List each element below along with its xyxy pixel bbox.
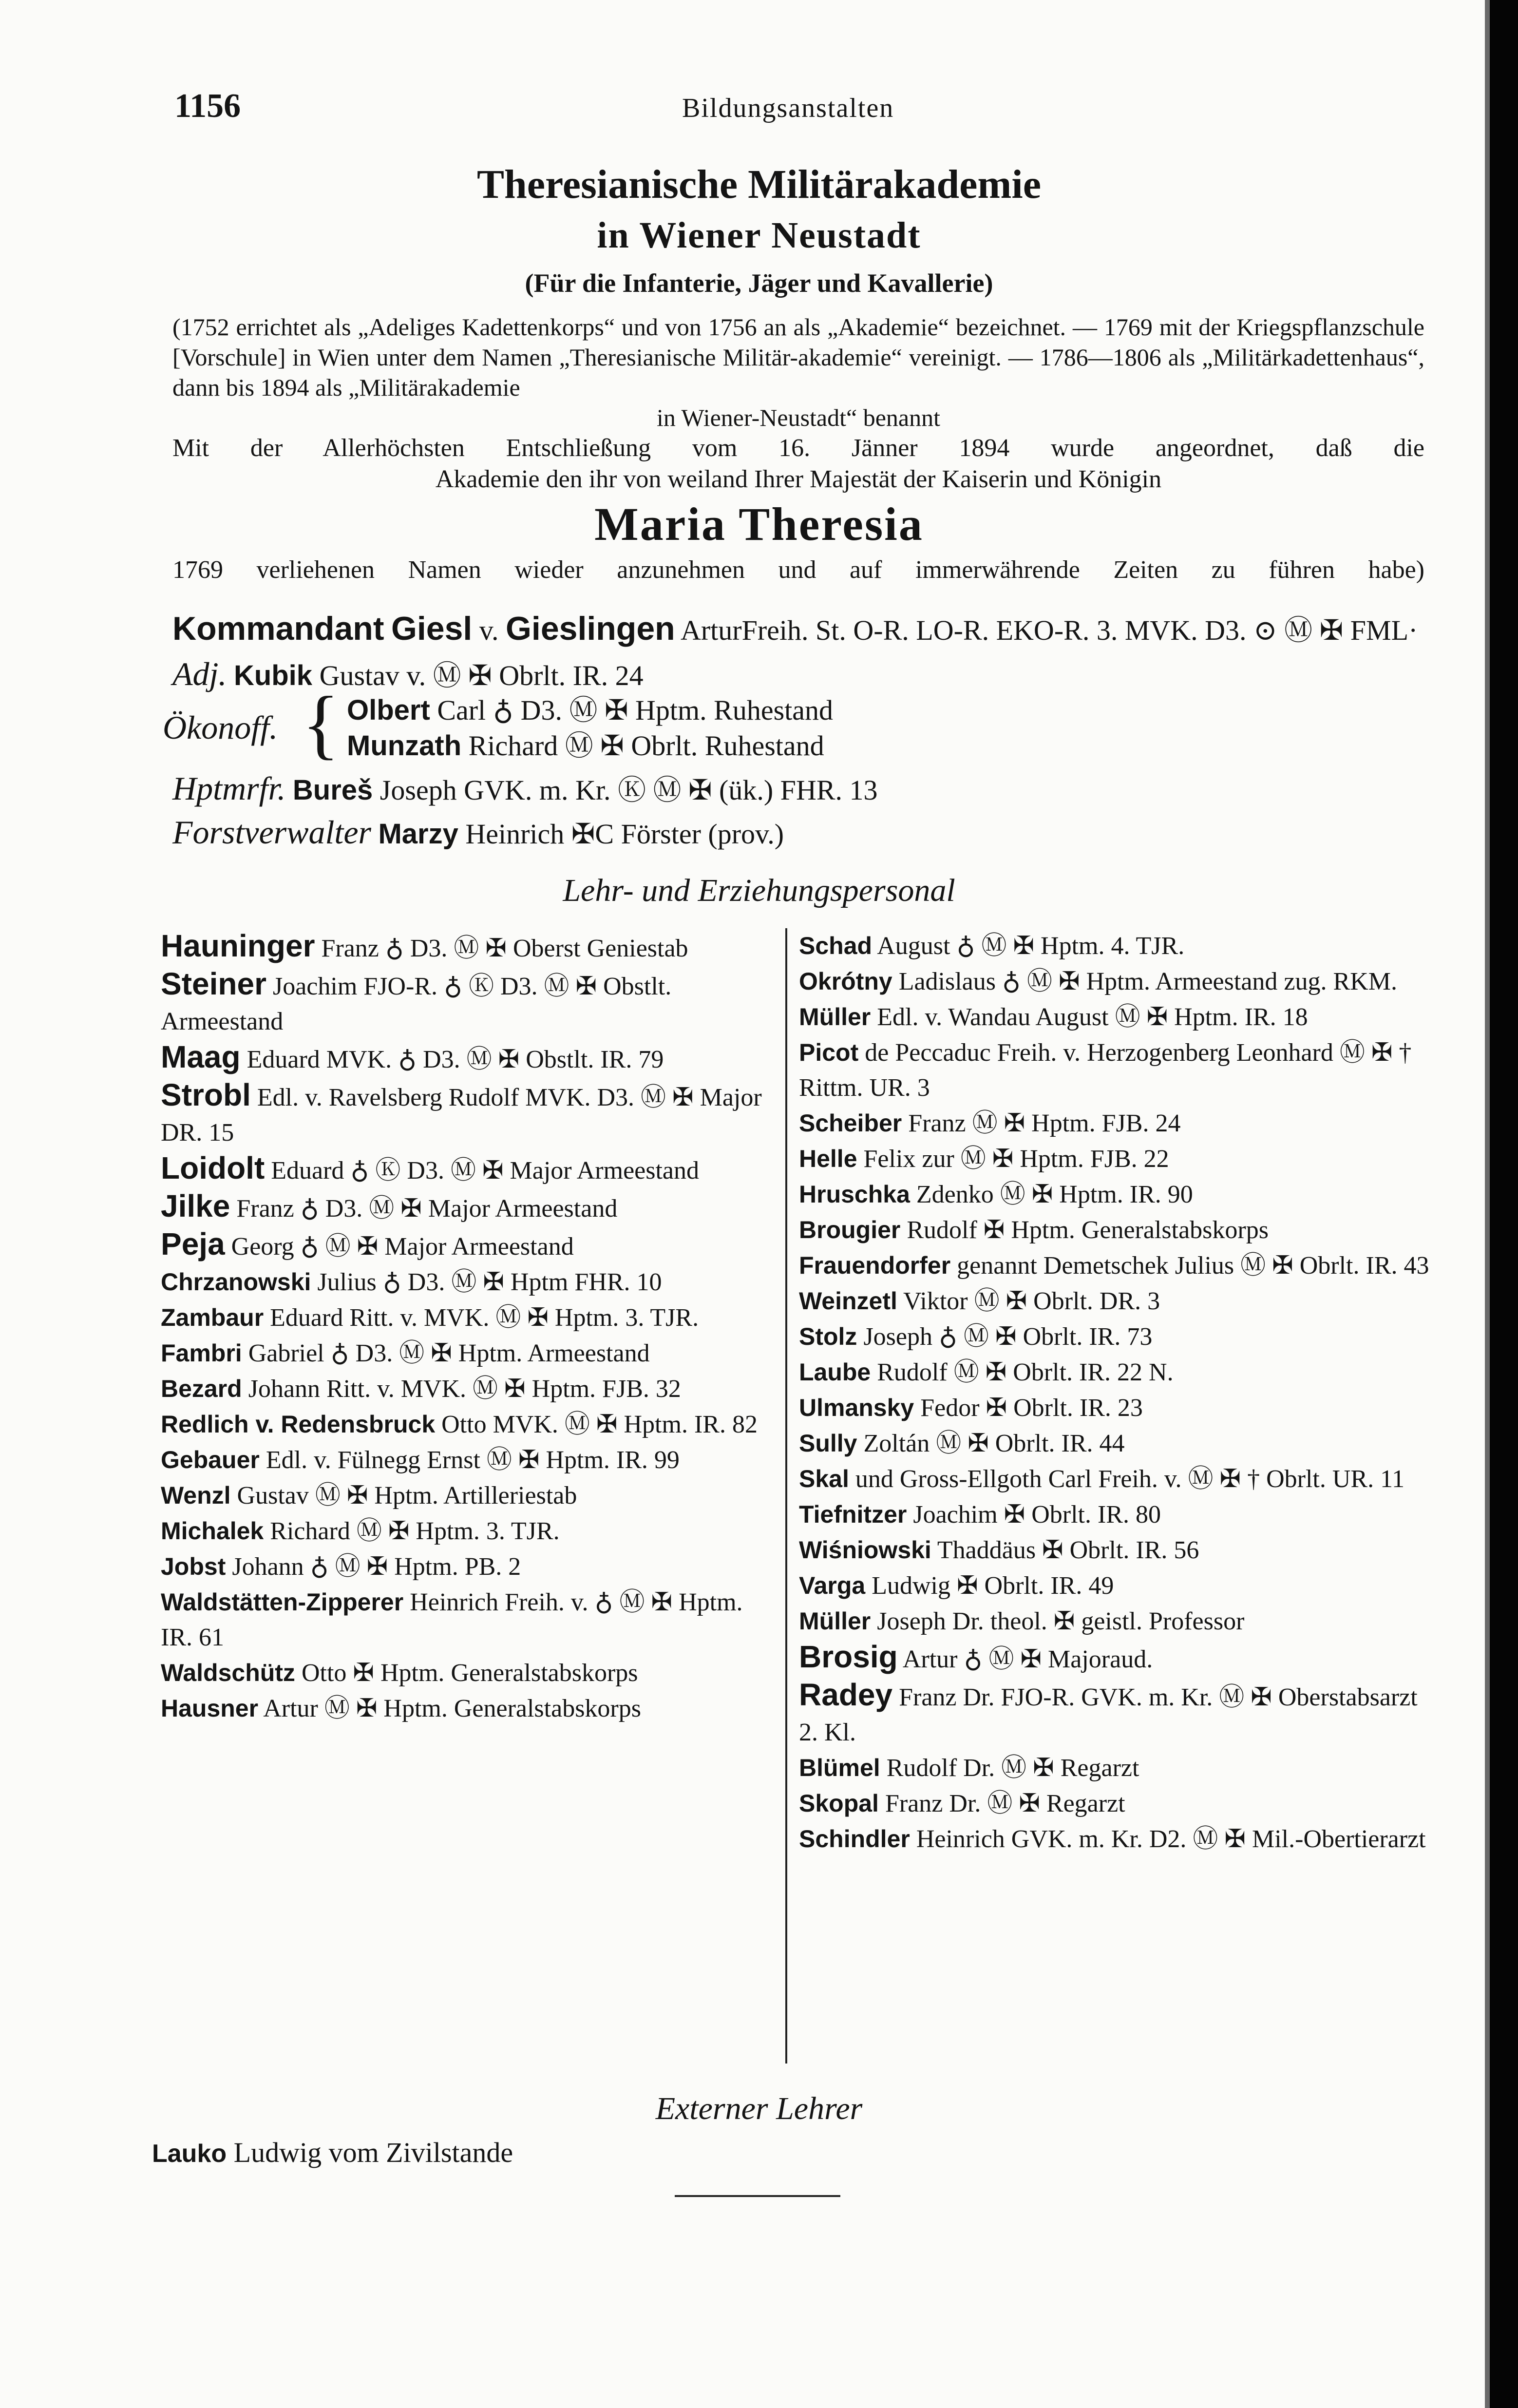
- staff-entry: [161, 1691, 775, 1726]
- section-heading-staff: Lehr- und Erziehungspersonal: [563, 873, 955, 908]
- maria-theresia-heading: Maria Theresia: [594, 498, 924, 550]
- staff-entry-name: Weinzetl: [799, 1287, 897, 1315]
- staff-entry: [799, 928, 1432, 964]
- commandant-rest: ArturFreih. St. O-R. LO-R. EKO-R. 3. MVK. D3. ⊙ Ⓜ ✠ FML·: [680, 614, 1418, 646]
- forst-name: Marzy: [378, 818, 458, 850]
- staff-entry-details: Joseph ♁ Ⓜ ✠ Obrlt. IR. 73: [863, 1323, 1153, 1351]
- staff-entry-details: Otto ✠ Hptm. Generalstabskorps: [301, 1659, 638, 1687]
- title-line-3: (Für die Infanterie, Jäger und Kavallerie): [525, 268, 993, 298]
- history-text: (1752 errichtet als „Adeliges Kadettenkorps“ und von 1756 an als „Akademie“ bezeichnet. — 1769 mit der Kriegspflanzschule [Vorschule] in Wien unter dem Namen „Theresianische Militär-akademie“ vereinigt. — 1786—1806 als „Militärkadettenhaus“, dann bis 1894 als „Militärakademie: [172, 313, 1424, 401]
- staff-entry-name: Picot: [799, 1039, 859, 1066]
- staff-entry: [161, 1442, 775, 1478]
- staff-entry-details: Rudolf Dr. Ⓜ ✠ Regarzt: [886, 1754, 1139, 1782]
- staff-entry-name: Maag: [161, 1039, 241, 1074]
- staff-entry: [799, 1568, 1432, 1604]
- staff-entry-details: Zoltán Ⓜ ✠ Obrlt. IR. 44: [863, 1430, 1125, 1457]
- staff-entry-details: Julius ♁ D3. Ⓜ ✠ Hptm FHR. 10: [317, 1268, 662, 1296]
- oekonoff-line-2: [347, 727, 824, 764]
- hpt-role: Hptmrfr.: [172, 770, 286, 807]
- staff-entry: [799, 1639, 1432, 1677]
- staff-entry-details: Heinrich GVK. m. Kr. D2. Ⓜ ✠ Mil.-Obertierarzt: [916, 1825, 1426, 1853]
- staff-entry-name: Schindler: [799, 1825, 910, 1853]
- staff-entry: [161, 1513, 775, 1549]
- staff-entry-details: Eduard ♁ Ⓚ D3. Ⓜ ✠ Major Armeestand: [271, 1157, 699, 1185]
- staff-entry-name: Waldstätten-Zipperer: [161, 1588, 404, 1616]
- oekonoff-1-rest: Carl ♁ D3. Ⓜ ✠ Hptm. Ruhestand: [437, 694, 834, 726]
- staff-entry-name: Bezard: [161, 1375, 242, 1402]
- staff-entry-details: Franz Ⓜ ✠ Hptm. FJB. 24: [908, 1109, 1181, 1137]
- staff-entry-details: Franz Dr. Ⓜ ✠ Regarzt: [885, 1790, 1125, 1817]
- staff-entry-name: Gebauer: [161, 1446, 260, 1473]
- staff-entry: [161, 1039, 775, 1077]
- staff-entry-name: Hauninger: [161, 928, 315, 963]
- staff-entry: [799, 1355, 1432, 1390]
- staff-entry-details: Georg ♁ Ⓜ ✠ Major Armeestand: [231, 1233, 574, 1261]
- staff-entry: [799, 1283, 1432, 1319]
- staff-entry-details: Eduard MVK. ♁ D3. Ⓜ ✠ Obstlt. IR. 79: [247, 1046, 664, 1073]
- external-text: Ludwig vom Zivilstande: [233, 2137, 513, 2168]
- staff-entry: [161, 1264, 775, 1300]
- staff-entry-name: Jilke: [161, 1188, 230, 1223]
- external-name: Lauko: [152, 2140, 227, 2168]
- staff-entry: [799, 1141, 1432, 1177]
- forstverwalter-line: [172, 814, 784, 853]
- staff-entry-details: Ludwig ✠ Obrlt. IR. 49: [872, 1572, 1114, 1600]
- staff-entry-name: Müller: [799, 1003, 871, 1031]
- staff-entry-name: Sully: [799, 1430, 857, 1457]
- staff-entry-name: Frauendorfer: [799, 1252, 951, 1279]
- staff-entry-name: Skal: [799, 1465, 849, 1492]
- staff-entry-details: Richard Ⓜ ✠ Hptm. 3. TJR.: [270, 1517, 560, 1545]
- staff-entry-name: Radey: [799, 1677, 893, 1712]
- commandant-name: Giesl: [391, 610, 473, 647]
- decree-line-2: Akademie den ihr von weiland Ihrer Majestät der Kaiserin und Königin: [435, 465, 1162, 493]
- staff-entry-details: Johann Ritt. v. MVK. Ⓜ ✠ Hptm. FJB. 32: [248, 1375, 681, 1403]
- staff-entry-details: Joachim FJO-R. ♁ Ⓚ D3. Ⓜ ✠ Obstlt. Armeestand: [161, 973, 672, 1035]
- staff-entry-name: Helle: [799, 1145, 857, 1172]
- decree-line-3: 1769 verliehenen Namen wieder anzunehmen und auf immerwährende Zeiten zu führen habe): [172, 556, 1424, 584]
- staff-entry: [161, 1478, 775, 1513]
- staff-entry-details: Rudolf ✠ Hptm. Generalstabskorps: [907, 1216, 1269, 1244]
- staff-entry-name: Scheiber: [799, 1109, 902, 1137]
- title-line-1: Theresianische Militärakademie: [477, 162, 1041, 207]
- staff-entry: [799, 1177, 1432, 1212]
- staff-entry: [799, 1750, 1432, 1786]
- staff-entry-name: Müller: [799, 1607, 871, 1635]
- history-last-line: in Wiener-Neustadt“ benannt: [657, 404, 940, 431]
- oekonoff-2-name: Munzath: [347, 730, 462, 762]
- staff-entry-name: Strobl: [161, 1077, 251, 1112]
- staff-column-left: [161, 928, 775, 1726]
- staff-entry-name: Peja: [161, 1226, 225, 1261]
- staff-entry: [161, 1371, 775, 1407]
- oekonoff-2-rest: Richard Ⓜ ✠ Obrlt. Ruhestand: [468, 730, 824, 762]
- hpt-rest: Joseph GVK. m. Kr. Ⓚ Ⓜ ✠ (ük.) FHR. 13: [380, 774, 878, 806]
- staff-entry: [799, 964, 1432, 999]
- right-entry-list: [799, 928, 1432, 1857]
- staff-entry-details: August ♁ Ⓜ ✠ Hptm. 4. TJR.: [877, 932, 1185, 960]
- staff-entry-details: Viktor Ⓜ ✠ Obrlt. DR. 3: [903, 1287, 1160, 1315]
- hauptmannrechnungsfuehrer-line: [172, 770, 878, 809]
- staff-column-right: [799, 928, 1432, 1857]
- staff-entry: [799, 1319, 1432, 1355]
- staff-entry: [161, 1655, 775, 1691]
- staff-entry: [799, 1497, 1432, 1532]
- staff-entry-name: Okrótny: [799, 968, 892, 995]
- staff-entry: [799, 1106, 1432, 1141]
- adjutant-line: [172, 655, 644, 694]
- staff-entry: [161, 1226, 775, 1264]
- staff-entry: [161, 1077, 775, 1150]
- scan-edge: [1490, 0, 1518, 2408]
- staff-entry: [161, 1188, 775, 1226]
- forst-role: Forstverwalter: [172, 814, 371, 851]
- staff-entry-details: Gabriel ♁ D3. Ⓜ ✠ Hptm. Armeestand: [248, 1339, 650, 1367]
- staff-entry-details: Thaddäus ✠ Obrlt. IR. 56: [937, 1536, 1199, 1564]
- page-number: 1156: [174, 87, 241, 125]
- staff-entry-details: und Gross-Ellgoth Carl Freih. v. Ⓜ ✠ † Obrlt. UR. 11: [855, 1465, 1405, 1493]
- staff-entry: [799, 999, 1432, 1035]
- staff-entry-name: Stolz: [799, 1323, 857, 1350]
- left-entry-list: [161, 928, 775, 1726]
- staff-entry: [799, 1035, 1432, 1106]
- staff-entry-name: Varga: [799, 1572, 866, 1599]
- oekonoff-1-name: Olbert: [347, 694, 430, 726]
- staff-entry-details: Artur Ⓜ ✠ Hptm. Generalstabskorps: [263, 1695, 641, 1722]
- staff-entry: [799, 1532, 1432, 1568]
- staff-entry-details: Felix zur Ⓜ ✠ Hptm. FJB. 22: [863, 1145, 1169, 1173]
- staff-entry-name: Redlich v. Redensbruck: [161, 1411, 436, 1438]
- staff-entry-name: Schad: [799, 932, 873, 959]
- staff-entry: [799, 1677, 1432, 1750]
- history-paragraph: [172, 312, 1424, 433]
- staff-entry-name: Hruschka: [799, 1181, 910, 1208]
- external-teacher-line: [152, 2134, 513, 2172]
- column-divider: [785, 928, 787, 2064]
- staff-entry-details: de Peccaduc Freih. v. Herzogenberg Leonhard Ⓜ ✠ † Rittm. UR. 3: [799, 1039, 1412, 1102]
- commandant-role: Kommandant: [172, 610, 384, 647]
- staff-entry: [161, 1585, 775, 1655]
- staff-entry-name: Ulmansky: [799, 1394, 914, 1421]
- staff-entry-details: Zdenko Ⓜ ✠ Hptm. IR. 90: [916, 1181, 1193, 1208]
- staff-entry-name: Zambaur: [161, 1304, 264, 1331]
- staff-entry: [161, 1300, 775, 1336]
- adjutant-name: Kubik: [233, 660, 313, 691]
- staff-entry-details: Edl. v. Ravelsberg Rudolf MVK. D3. Ⓜ ✠ Major DR. 15: [161, 1084, 762, 1147]
- section-heading-external: Externer Lehrer: [655, 2091, 863, 2126]
- staff-entry-name: Tiefnitzer: [799, 1501, 907, 1528]
- staff-entry-name: Skopal: [799, 1790, 879, 1817]
- commandant-v: v.: [479, 614, 499, 646]
- staff-entry-name: Wenzl: [161, 1482, 231, 1509]
- hpt-name: Bureš: [292, 774, 373, 806]
- scan-edge-shadow: [1485, 0, 1490, 2408]
- staff-entry: [799, 1248, 1432, 1283]
- staff-entry: [799, 1821, 1432, 1857]
- staff-entry-name: Brosig: [799, 1639, 898, 1674]
- staff-entry-details: Joachim ✠ Obrlt. IR. 80: [913, 1501, 1161, 1529]
- staff-entry-details: Artur ♁ Ⓜ ✠ Majoraud.: [902, 1645, 1153, 1673]
- staff-entry-details: Franz ♁ D3. Ⓜ ✠ Oberst Geniestab: [321, 935, 688, 962]
- decree-line-1: Mit der Allerhöchsten Entschließung vom 16. Jänner 1894 wurde angeordnet, daß die: [172, 434, 1424, 462]
- staff-entry: [799, 1390, 1432, 1426]
- staff-entry-details: Fedor ✠ Obrlt. IR. 23: [920, 1394, 1143, 1422]
- staff-entry: [161, 1150, 775, 1188]
- staff-entry-name: Loidolt: [161, 1150, 265, 1185]
- staff-entry-details: genannt Demetschek Julius Ⓜ ✠ Obrlt. IR. 43: [957, 1252, 1429, 1280]
- end-rule: [675, 2195, 840, 2197]
- staff-entry-name: Chrzanowski: [161, 1268, 311, 1296]
- adjutant-role: Adj.: [172, 655, 227, 692]
- staff-entry: [799, 1786, 1432, 1821]
- staff-entry-name: Fambri: [161, 1339, 242, 1367]
- staff-entry-details: Edl. v. Fülnegg Ernst Ⓜ ✠ Hptm. IR. 99: [266, 1446, 680, 1474]
- staff-entry-name: Blümel: [799, 1754, 880, 1781]
- staff-entry-name: Laube: [799, 1358, 871, 1386]
- oekonoff-line-1: [347, 692, 833, 729]
- staff-entry-name: Jobst: [161, 1553, 226, 1580]
- staff-entry-name: Waldschütz: [161, 1659, 295, 1686]
- staff-entry-details: Gustav Ⓜ ✠ Hptm. Artilleriestab: [237, 1482, 577, 1510]
- staff-entry-name: Michalek: [161, 1517, 264, 1545]
- staff-entry-details: Edl. v. Wandau August Ⓜ ✠ Hptm. IR. 18: [877, 1003, 1308, 1031]
- staff-entry: [799, 1212, 1432, 1248]
- staff-entry-name: Hausner: [161, 1695, 259, 1722]
- staff-entry: [161, 1336, 775, 1371]
- staff-entry-details: Rudolf Ⓜ ✠ Obrlt. IR. 22 N.: [877, 1358, 1174, 1386]
- commandant-name-2: Gieslingen: [506, 610, 675, 647]
- staff-entry-details: Heinrich Freih. v. ♁ Ⓜ ✠ Hptm. IR. 61: [161, 1588, 743, 1651]
- staff-entry-details: Johann ♁ Ⓜ ✠ Hptm. PB. 2: [232, 1553, 521, 1581]
- staff-entry: [161, 966, 775, 1039]
- forst-rest: Heinrich ✠C Förster (prov.): [465, 818, 784, 850]
- staff-entry-details: Franz Dr. FJO-R. GVK. m. Kr. Ⓜ ✠ Oberstabsarzt 2. Kl.: [799, 1683, 1418, 1746]
- brace: {: [302, 680, 340, 767]
- staff-entry-details: Franz ♁ D3. Ⓜ ✠ Major Armeestand: [236, 1195, 618, 1223]
- adjutant-rest: Gustav v. Ⓜ ✠ Obrlt. IR. 24: [319, 660, 644, 691]
- title-line-2: in Wiener Neustadt: [597, 215, 921, 256]
- running-head: Bildungsanstalten: [682, 93, 894, 123]
- staff-entry-name: Wiśniowski: [799, 1536, 931, 1564]
- staff-entry: [161, 1549, 775, 1585]
- staff-entry-name: Brougier: [799, 1216, 901, 1243]
- staff-entry-details: Joseph Dr. theol. ✠ geistl. Professor: [877, 1607, 1245, 1635]
- staff-entry: [799, 1461, 1432, 1497]
- staff-entry: [161, 1407, 775, 1442]
- staff-entry-details: Eduard Ritt. v. MVK. Ⓜ ✠ Hptm. 3. TJR.: [270, 1304, 699, 1332]
- oekonoff-role: Ökonoff.: [163, 709, 278, 746]
- staff-entry-details: Otto MVK. Ⓜ ✠ Hptm. IR. 82: [441, 1411, 758, 1438]
- staff-entry-details: Ladislaus ♁ Ⓜ ✠ Hptm. Armeestand zug. RKM.: [898, 968, 1397, 995]
- staff-entry: [799, 1604, 1432, 1639]
- commandant-line: [172, 610, 1418, 649]
- staff-entry-name: Steiner: [161, 966, 266, 1001]
- staff-entry: [161, 928, 775, 966]
- staff-entry: [799, 1426, 1432, 1461]
- decree-paragraph: [172, 433, 1424, 495]
